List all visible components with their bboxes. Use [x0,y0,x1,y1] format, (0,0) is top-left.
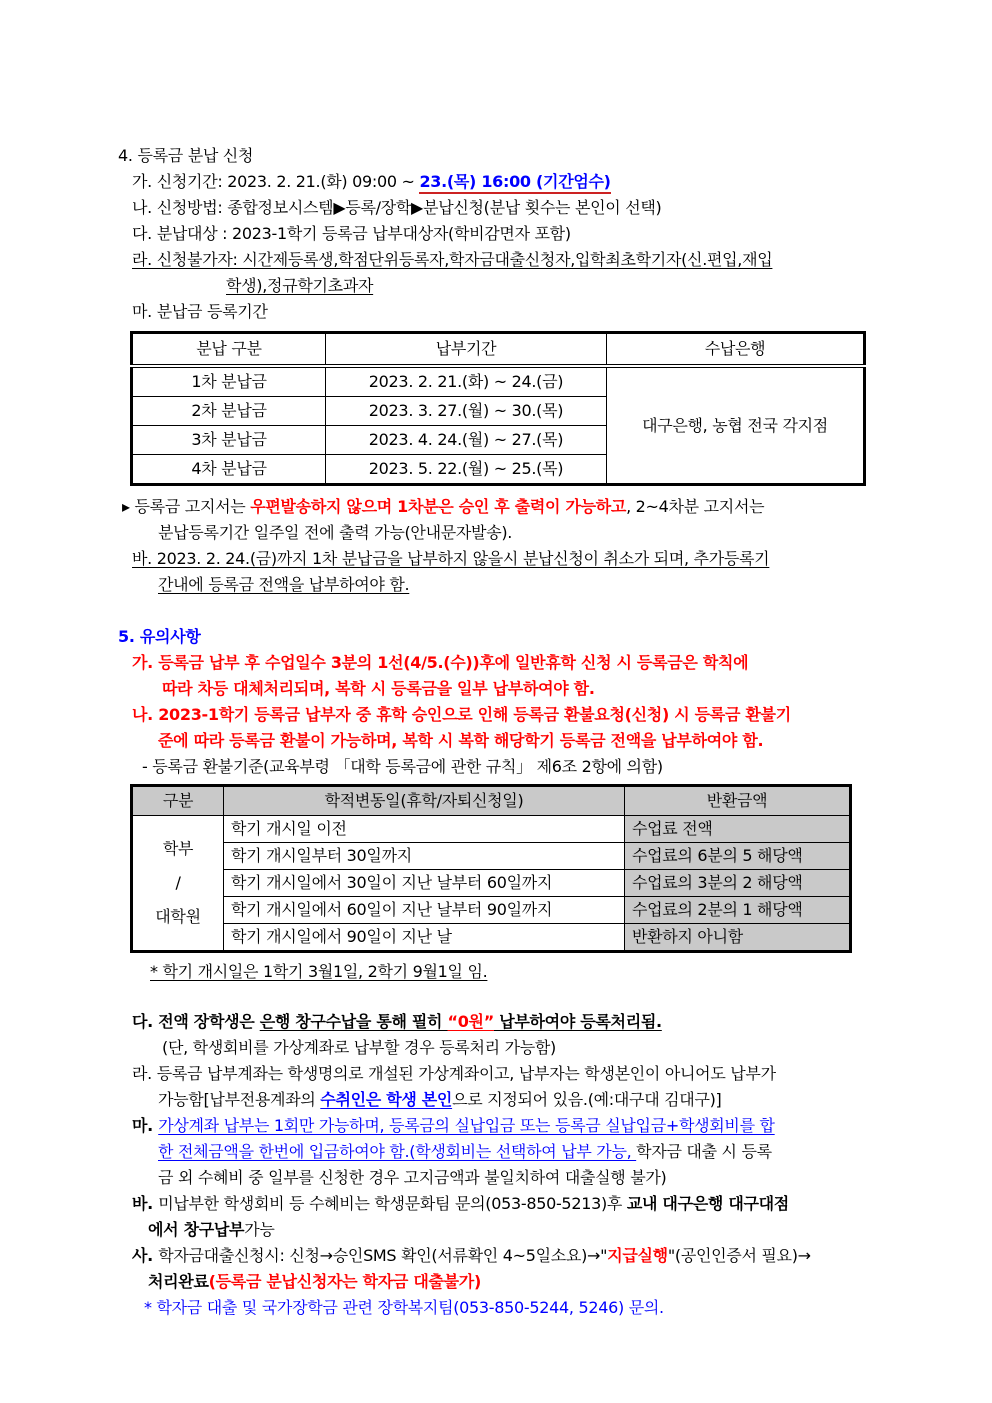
refund-amount-cell: 수업료의 3분의 2 해당액 [625,870,851,897]
note-da-scholarship [132,1009,972,1035]
refund-amount-cell: 수업료 전액 [625,816,851,843]
column-header: 납부기간 [326,333,607,367]
note-ba-unpaid-fee [132,1191,972,1217]
text-run: 가. 등록금 납부 후 수업일수 3분의 1선(4/5.(수))후에 일반휴학 신청 시 등록금은 학칙에 [132,653,749,672]
group-label: 대학원 [155,907,201,926]
table-row [132,897,851,924]
text-run: 다. 전액 장학생은 [132,1012,260,1031]
change-date-cell: 학기 개시일에서 90일이 지난 날 [224,924,625,952]
text-run: * 학자금 대출 및 국가장학금 관련 장학복지팀(053-850-5244, 5246) 문의. [144,1298,664,1317]
text-run: - 등록금 환불기준(교육부령 「대학 등록금에 관한 규칙」 제6조 2항에 의함) [142,757,663,776]
text-run: 준에 따라 등록금 환불이 가능하며, 복학 시 복학 해당학기 등록금 전액을 납부하여야 함. [158,731,764,750]
notice-bill-cont [158,520,972,546]
loan-contact-note [144,1295,972,1321]
text-run: 바. 2023. 2. 24.(금)까지 1차 분납금을 납부하지 않을시 분납신청이 취소가 되며, 추가등록기 [132,549,770,568]
text-run: 미납부한 학생회비 등 수혜비는 학생문화팀 문의(053-850-5213)후 [158,1194,627,1213]
refund-amount-cell: 수업료의 2분의 1 해당액 [625,897,851,924]
section4-heading [118,143,972,169]
installment-schedule-table [130,331,866,486]
table-cell: 3차 분납금 [132,426,326,455]
table-cell: 2023. 3. 27.(월) ~ 30.(목) [326,397,607,426]
text-run: 등록금 고지서는 [134,497,251,516]
item-ba-cancel [132,546,972,572]
text-run: 다. 분납대상 : 2023-1학기 등록금 납부대상자(학비감면자 포함) [132,224,571,243]
change-date-cell: 학기 개시일에서 30일이 지난 날부터 60일까지 [224,870,625,897]
table-header-row [132,333,865,367]
item-na-apply-method [132,195,972,221]
group-label: 학부 [162,839,194,858]
text-run: , 2~4차분 고지서는 [626,497,765,516]
text-run: 마. 분납금 등록기간 [132,302,268,321]
text-run: 나. 신청방법: 종합정보시스템▶등록/장학▶분납신청(분납 횟수는 본인이 선택) [132,198,662,217]
text-run: 라. 신청불가자: 시간제등록생,학점단위등록자,학자금대출신청자,입학최초학기자(신.편입,재입 [132,250,773,269]
table-cell: 4차 분납금 [132,455,326,485]
spacer [118,598,972,624]
table-row [132,366,865,397]
text-run: “0원” [447,1012,494,1031]
table-head [132,786,851,816]
text-run: 한 전체금액을 한번에 입금하여야 함.(학생회비는 선택하여 납부 가능, [158,1142,637,1161]
text-run: 따라 차등 대체처리되며, 복학 시 등록금을 일부 납부하여야 함. [162,679,595,698]
bank-cell: 대구은행, 농협 전국 각지점 [607,366,865,485]
table-row [132,816,851,843]
note-ma-virtual-account [132,1113,972,1139]
note-ga-leave [132,650,972,676]
table-cell: 2023. 5. 22.(월) ~ 25.(목) [326,455,607,485]
text-run: * 학기 개시일은 1학기 3월1일, 2학기 9월1일 임. [150,962,488,981]
text-run: 교내 대구은행 대구대점 [626,1194,789,1213]
note-ga-leave-cont [162,676,972,702]
item-ba-cancel-cont [158,572,972,598]
column-header: 수납은행 [607,333,865,367]
item-da-target [132,221,972,247]
table-cell: 2023. 4. 24.(월) ~ 27.(목) [326,426,607,455]
note-sa-loan-cont [148,1269,972,1295]
note-na-refund [132,702,972,728]
table-body [132,816,851,952]
text-run: 지급실행 [607,1246,668,1265]
table-row [132,924,851,952]
text-run: 은행 창구수납을 통해 필히 [259,1012,448,1031]
text-run: 학생),정규학기초과자 [226,276,374,295]
table-cell: 1차 분납금 [132,366,326,397]
change-date-cell: 학기 개시일 이전 [224,816,625,843]
text-run: 학자금대출신청시: 신청→승인SMS 확인(서류확인 4~5일소요)→" [158,1246,608,1265]
text-run: 바. [132,1194,159,1213]
text-run: 가. 신청기간: 2023. 2. 21.(화) 09:00 ~ [132,172,420,191]
note-ma-virtual-account-cont1 [158,1139,972,1165]
text-run: 금 외 수혜비 중 일부를 신청한 경우 고지금액과 불일치하여 대출실행 불가) [158,1168,667,1187]
note-da-scholarship-cont [162,1035,972,1061]
text-run: 으로 지정되어 있음.(예:대구대 김대구)] [452,1090,722,1109]
text-run: 분납등록기간 일주일 전에 출력 가능(안내문자발송). [158,523,513,542]
text-run: 학자금 대출 시 등록 [636,1142,772,1161]
table-cell: 2차 분납금 [132,397,326,426]
note-na-refund-cont [158,728,972,754]
text-run: 마. [132,1116,159,1135]
text-run: 수취인은 학생 본인 [320,1090,453,1109]
text-run: 가능함[납부전용계좌의 [158,1090,321,1109]
group-cell [132,816,224,952]
table-head [132,333,865,367]
text-run: 23.(목) 16:00 (기간엄수) [419,172,610,194]
refund-amount-cell: 반환하지 아니함 [625,924,851,952]
text-run: 사. [132,1246,159,1265]
section5-heading [118,624,972,650]
table-row [132,870,851,897]
text-run: 4. 등록금 분납 신청 [118,146,254,165]
triangle-bullet-icon: ▸ [122,497,135,516]
semester-start-note [150,959,972,985]
text-run: 우편발송하지 않으며 1차분은 승인 후 출력이 가능하고 [250,497,627,516]
table-header-row [132,786,851,816]
item-ra-excluded-cont [226,273,972,299]
column-header: 반환금액 [625,786,851,816]
table-row [132,843,851,870]
note-ma-virtual-account-cont2 [158,1165,972,1191]
text-run: (등록금 분납신청자는 학자금 대출불가) [208,1272,481,1291]
text-run: 납부하여야 등록처리됨. [493,1012,662,1031]
note-ra-account [132,1061,972,1087]
refund-standard-ref [142,754,972,780]
note-sa-loan [132,1243,972,1269]
text-run: 에서 창구납부 [148,1220,245,1239]
table-cell: 2023. 2. 21.(화) ~ 24.(금) [326,366,607,397]
change-date-cell: 학기 개시일에서 60일이 지난 날부터 90일까지 [224,897,625,924]
item-ra-excluded [132,247,972,273]
text-run: 간내에 등록금 전액을 납부하여야 함. [158,575,410,594]
note-ba-unpaid-fee-cont [148,1217,972,1243]
text-run: 가능 [244,1220,275,1239]
text-run: 5. 유의사항 [118,627,201,646]
text-run: "(공인인증서 필요)→ [667,1246,811,1265]
text-run: 나. 2023-1학기 등록금 납부자 중 휴학 승인으로 인해 등록금 환불요청(신청) 시 등록금 환불기 [132,705,791,724]
column-header: 학적변동일(휴학/자퇴신청일) [224,786,625,816]
column-header: 분납 구분 [132,333,326,367]
text-run: 처리완료 [148,1272,209,1291]
spacer [118,985,972,1009]
note-ra-account-cont [158,1087,972,1113]
text-run: (단, 학생회비를 가상계좌로 납부할 경우 등록처리 가능함) [162,1038,556,1057]
group-label: / [175,873,181,892]
notice-bill [122,494,972,520]
item-ma-schedule [132,299,972,325]
item-ga-apply-period [132,169,972,195]
text-run: 가상계좌 납부는 1회만 가능하며, 등록금의 실납입금 또는 등록금 실납입금+학생회비를 합 [158,1116,775,1135]
change-date-cell: 학기 개시일부터 30일까지 [224,843,625,870]
column-header: 구분 [132,786,224,816]
refund-criteria-table [130,784,852,953]
text-run: 라. 등록금 납부계좌는 학생명의로 개설된 가상계좌이고, 납부자는 학생본인이 아니어도 납부가 [132,1064,776,1083]
table-body [132,366,865,485]
refund-amount-cell: 수업료의 6분의 5 해당액 [625,843,851,870]
